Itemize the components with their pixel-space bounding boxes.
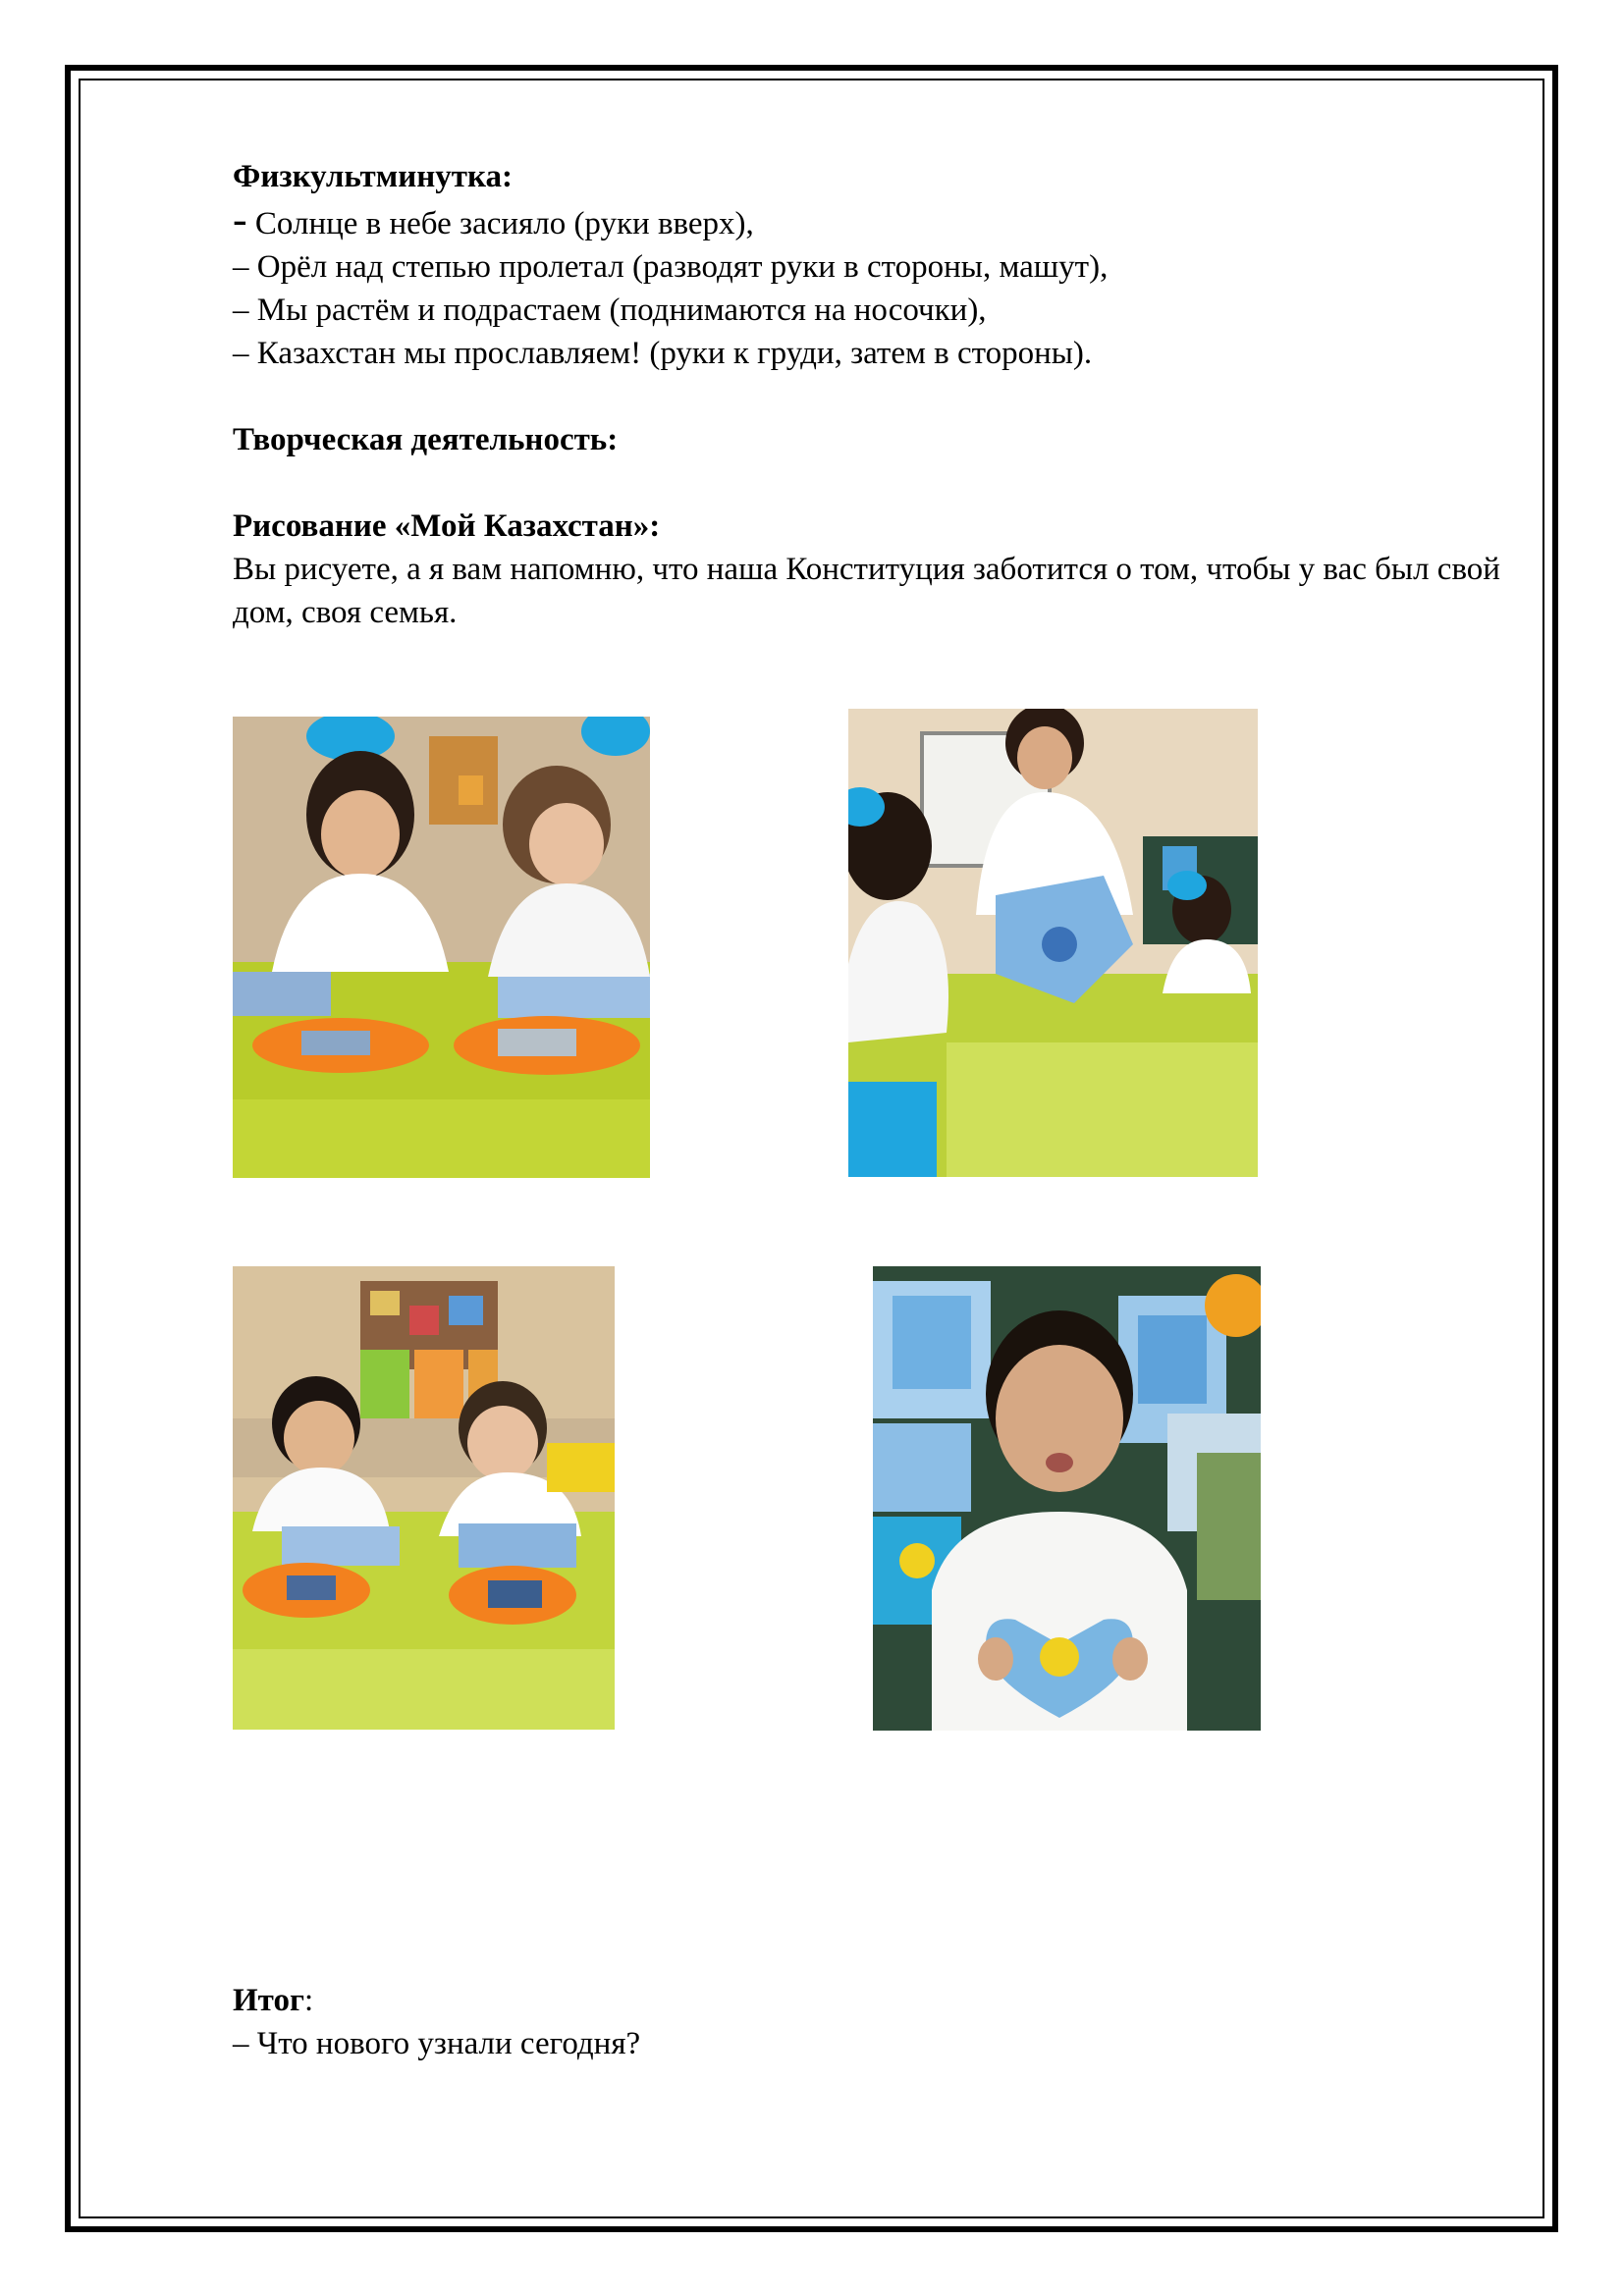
summary-question: – Что нового узнали сегодня?	[233, 2026, 641, 2061]
section-title-fizkultminutka: Физкультминутка:	[233, 159, 513, 194]
section-title-drawing: Рисование «Мой Казахстан»:	[233, 508, 661, 544]
photo-boy-with-heart	[873, 1266, 1261, 1731]
summary-title: Итог	[233, 1983, 304, 2018]
poem-line-3: – Мы растём и подрастаем (поднимаются на носочки),	[233, 293, 987, 328]
poem-line-4: – Казахстан мы прославляем! (руки к груди, затем в стороны).	[233, 336, 1093, 371]
poem-line-2: – Орёл над степью пролетал (разводят руки в стороны, машут),	[233, 249, 1109, 285]
photo-teacher-with-children	[848, 709, 1258, 1177]
document-body	[233, 155, 1519, 634]
summary-line	[233, 1979, 313, 2022]
summary-colon: :	[303, 1983, 314, 2018]
photo-boys-at-table	[233, 1266, 615, 1730]
photo-girls-at-table	[233, 717, 650, 1178]
poem-line-1: - Солнце в небе засияло (руки вверх),	[233, 195, 754, 243]
section-title-creative: Творческая деятельность:	[233, 422, 619, 457]
drawing-paragraph: Вы рисуете, а я вам напомню, что наша Конституция заботится о том, чтобы у вас был свой дом, своя семья.	[233, 552, 1500, 630]
